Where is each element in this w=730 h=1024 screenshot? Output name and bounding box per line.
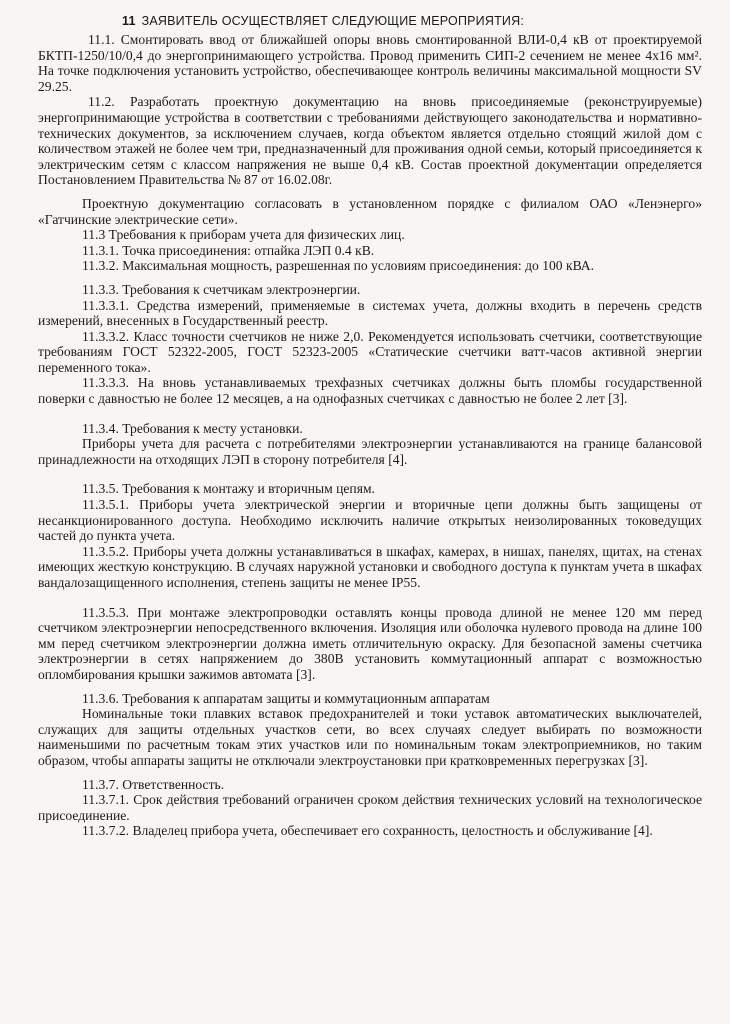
paragraph-approval: Проектную документацию согласовать в установленном порядке с филиалом ОАО «Ленэнерго» «Гатчинские электрические сети». [38, 195, 702, 227]
paragraph-11-3-5-3: 11.3.5.3. При монтаже электропроводки оставлять концы провода длиной не менее 120 мм перед счетчиком электроэнергии непосредственного включения. Изоляция или оболочка нулевого провода на длине 100 мм перед счетчиком электроэнергии должна иметь отличительную окраску. Для безопасной замены счетчика электроэнергии в сетях напряжением до 380В установить коммутационный аппарат с возможностью опломбирования крышки зажимов автомата [3]. [38, 604, 702, 682]
paragraph-11-1: 11.1. Смонтировать ввод от ближайшей опоры вновь смонтированной ВЛИ-0,4 кВ от проектируемой БКТП-1250/10/0,4 до энергопринимающего устройства. Провод применить СИП-2 сечением не менее 4х16 мм². На точке подключения установить устройство, обеспечивающее контроль величины максимальной мощности SV 29.25. [38, 32, 702, 94]
section-number: 11 [122, 14, 136, 28]
paragraph-11-3-5-2: 11.3.5.2. Приборы учета должны устанавливаться в шкафах, камерах, в нишах, панелях, щитах, на стенах имеющих жесткую конструкцию. В случаях наружной установки и свободного доступа к пунктам учета в шкафах вандалозащищенного исполнения, степень защиты не менее IP55. [38, 543, 702, 590]
paragraph-11-3-3: 11.3.3. Требования к счетчикам электроэнергии. [82, 281, 361, 297]
paragraph-11-3-7-2: 11.3.7.2. Владелец прибора учета, обеспечивает его сохранность, целостность и обслуживание [4]. [82, 823, 653, 839]
paragraph-11-3-5: 11.3.5. Требования к монтажу и вторичным цепям. [82, 481, 375, 497]
paragraph-11-3-6: 11.3.6. Требования к аппаратам защиты и коммутационным аппаратам [82, 690, 490, 706]
section-heading: ЗАЯВИТЕЛЬ ОСУЩЕСТВЛЯЕТ СЛЕДУЮЩИЕ МЕРОПРИЯТИЯ: [141, 14, 524, 28]
paragraph-protection: Номинальные токи плавких вставок предохранителей и токи уставок автоматических выключателей, служащих для защиты отдельных участков сети, во всех случаях следует выбирать по возможности наименьшими по расчетным токам этих участков или по номинальным токам электроприемников, но таким образом, чтобы аппараты защиты не отключали электроустановки при кратковременных перегрузках [3]. [38, 706, 702, 768]
paragraph-11-3-3-3: 11.3.3.3. На вновь устанавливаемых трехфазных счетчиках должны быть пломбы государственной поверки с давностью не более 12 месяцев, а на однофазных счетчиках с давностью не более 2 лет [3]. [38, 375, 702, 407]
paragraph-11-3-3-1: 11.3.3.1. Средства измерений, применяемые в системах учета, должны входить в перечень средств измерений, внесенных в Государственный реестр. [38, 297, 702, 329]
paragraph-11-3: 11.3 Требования к приборам учета для физических лиц. [82, 227, 405, 243]
paragraph-11-3-2: 11.3.2. Максимальная мощность, разрешенная по условиям присоединения: до 100 кВА. [82, 258, 595, 274]
paragraph-11-3-5-1: 11.3.5.1. Приборы учета электрической энергии и вторичные цепи должны быть защищены от несанкционированного доступа. Необходимо исключить наличие открытых неизолированных токоведущих частей до пункта учета. [38, 497, 702, 544]
paragraph-11-3-3-2: 11.3.3.2. Класс точности счетчиков не ниже 2,0. Рекомендуется использовать счетчики, соответствующие требованиям ГОСТ 52322-2005, ГОСТ 52323-2005 «Статические счетчики ватт-часов активной энергии переменного тока». [38, 328, 702, 375]
paragraph-11-3-1: 11.3.1. Точка присоединения: отпайка ЛЭП 0.4 кВ. [82, 242, 375, 258]
paragraph-placement: Приборы учета для расчета с потребителями электроэнергии устанавливаются на границе балансовой принадлежности на отходящих ЛЭП в сторону потребителя [4]. [38, 436, 702, 467]
paragraph-11-3-7: 11.3.7. Ответственность. [82, 776, 225, 792]
section-title [122, 14, 702, 28]
paragraph-11-3-7-1: 11.3.7.1. Срок действия требований ограничен сроком действия технических условий на технологическое присоединение. [38, 792, 702, 823]
paragraph-11-3-4: 11.3.4. Требования к месту установки. [82, 420, 303, 436]
paragraph-11-2: 11.2. Разработать проектную документацию на вновь присоединяемые (реконструируемые) энергопринимающие устройства в соответствии с требованиями действующего законодательства и нормативно-технических документов, за исключением случаев, когда объектом является отдельно стоящий жилой дом с количеством этажей не более чем три, предназначенный для проживания одной семьи, который присоединяется к электрическим сетям с классом напряжения не выше 0,4 кВ. Состав проектной документации определяется Постановлением Правительства № 87 от 16.02.08г. [38, 94, 702, 188]
